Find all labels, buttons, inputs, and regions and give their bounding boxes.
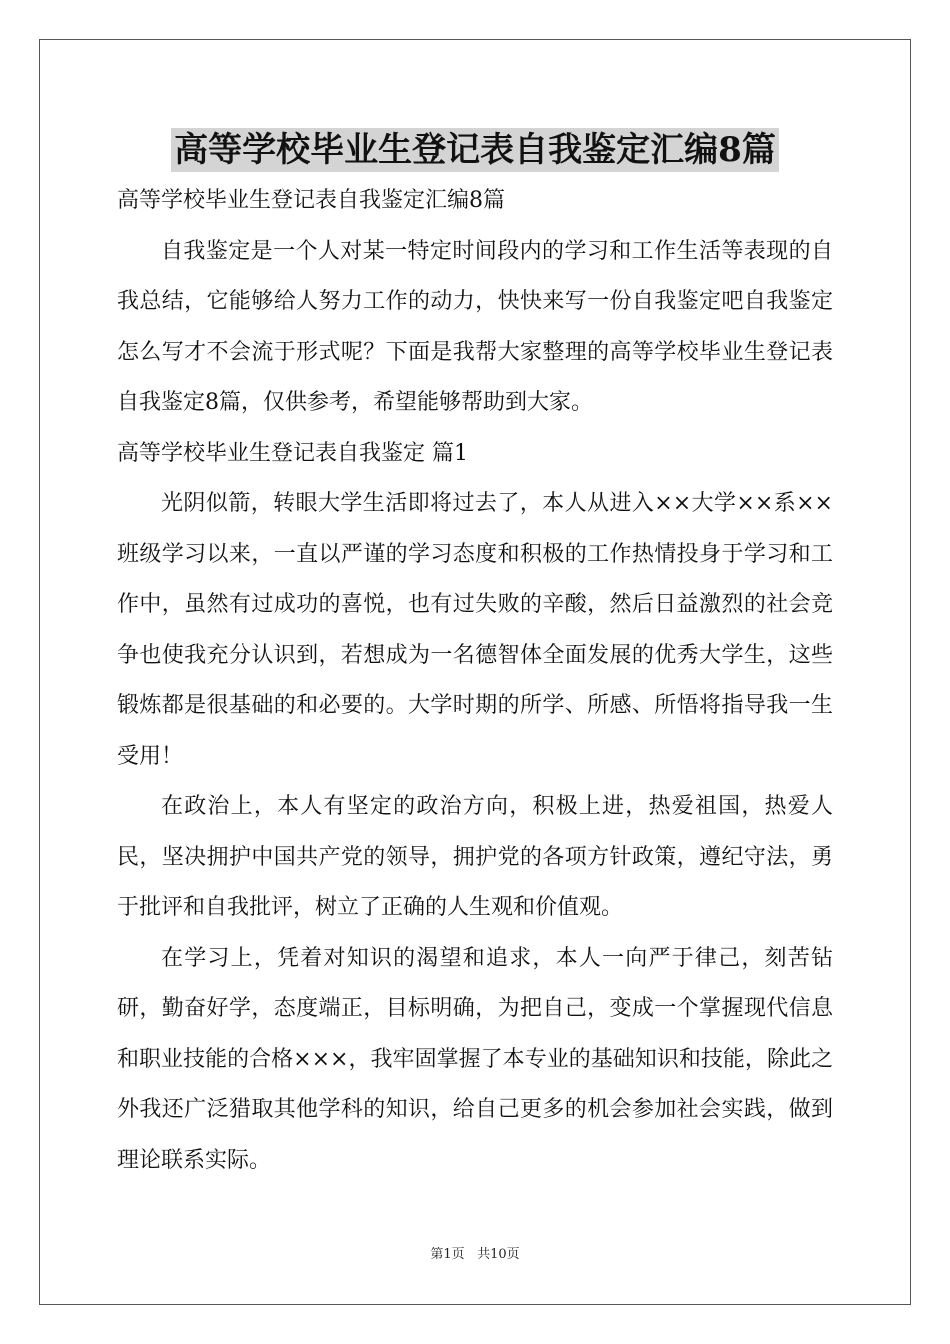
section-heading: 高等学校毕业生登记表自我鉴定 篇1: [117, 440, 468, 466]
body-paragraph-3: 在学习上，凭着对知识的渴望和追求，本人一向严于律己，刻苦钻研，勤奋好学，态度端正，目标明确，为把自己，变成一个掌握现代信息和职业技能的合格×××，我牢固掌握了本专业的基础知识和技能，除此之外我还广泛猎取其他学科的知识，给自己更多的机会参加社会实践，做到理论联系实际。: [117, 945, 833, 1173]
page-number: 第1页: [430, 1247, 465, 1262]
document-body: [117, 176, 833, 1186]
document-title: [0, 128, 950, 174]
total-pages: 共10页: [477, 1247, 520, 1262]
document-subtitle: 高等学校毕业生登记表自我鉴定汇编8篇: [117, 188, 505, 213]
document-title-text: 高等学校毕业生登记表自我鉴定汇编8篇: [171, 128, 779, 172]
body-paragraph-2: 在政治上，本人有坚定的政治方向，积极上进，热爱祖国，热爱人民，坚决拥护中国共产党的领导，拥护党的各项方针政策，遵纪守法，勇于批评和自我批评，树立了正确的人生观和价值观。: [117, 794, 833, 920]
page-footer: [0, 1246, 950, 1264]
body-paragraph-1: 光阴似箭，转眼大学生活即将过去了，本人从进入××大学××系××班级学习以来，一直以严谨的学习态度和积极的工作热情投身于学习和工作中，虽然有过成功的喜悦，也有过失败的辛酸，然后日益激烈的社会竞争也使我充分认识到，若想成为一名德智体全面发展的优秀大学生，这些锻炼都是很基础的和必要的。大学时期的所学、所感、所悟将指导我一生受用！: [117, 491, 833, 769]
intro-paragraph: 自我鉴定是一个人对某一特定时间段内的学习和工作生活等表现的自我总结，它能够给人努力工作的动力，快快来写一份自我鉴定吧自我鉴定怎么写才不会流于形式呢？下面是我帮大家整理的高等学校毕业生登记表自我鉴定8篇，仅供参考，希望能够帮助到大家。: [117, 238, 833, 415]
